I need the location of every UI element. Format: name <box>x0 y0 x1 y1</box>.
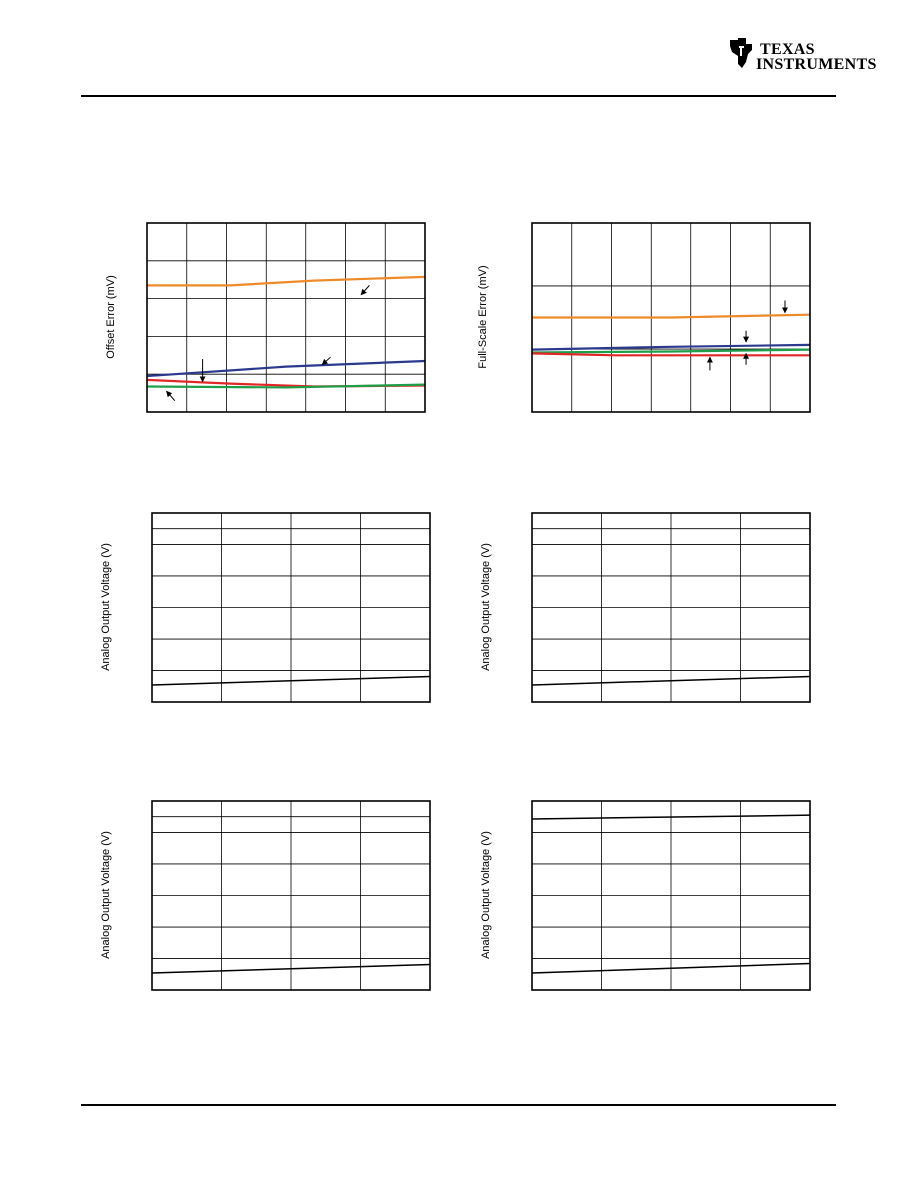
figure-1-ylabel: Offset Error (mV) <box>105 275 117 359</box>
logo-text-instruments: INSTRUMENTS <box>756 56 877 73</box>
analog-output-chart-1 <box>151 512 431 703</box>
figure-2-ylabel: Full-Scale Error (mV) <box>477 265 489 369</box>
analog-output-chart-2 <box>531 512 811 703</box>
series-line-red <box>532 353 810 355</box>
figure-5-ylabel: Analog Output Voltage (V) <box>100 831 112 959</box>
series-line-orange <box>532 315 810 318</box>
header-rule <box>81 95 836 97</box>
ti-logo <box>726 36 877 76</box>
ti-logo-icon <box>726 36 756 76</box>
series-line-orange <box>147 277 425 286</box>
offset-error-chart <box>146 222 426 413</box>
plot-frame <box>147 223 425 412</box>
figure-4-ylabel: Analog Output Voltage (V) <box>480 543 492 671</box>
logo-text-texas: TEXAS <box>760 41 815 58</box>
annotation-arrow <box>361 285 369 294</box>
figure-6-ylabel: Analog Output Voltage (V) <box>480 831 492 959</box>
footer-rule <box>81 1104 836 1106</box>
figure-3-ylabel: Analog Output Voltage (V) <box>100 543 112 671</box>
analog-output-chart-4 <box>531 800 811 991</box>
annotation-arrow <box>322 357 330 365</box>
series-line-green <box>532 350 810 353</box>
full-scale-error-chart <box>531 222 811 413</box>
analog-output-chart-3 <box>151 800 431 991</box>
annotation-arrow <box>166 391 174 400</box>
